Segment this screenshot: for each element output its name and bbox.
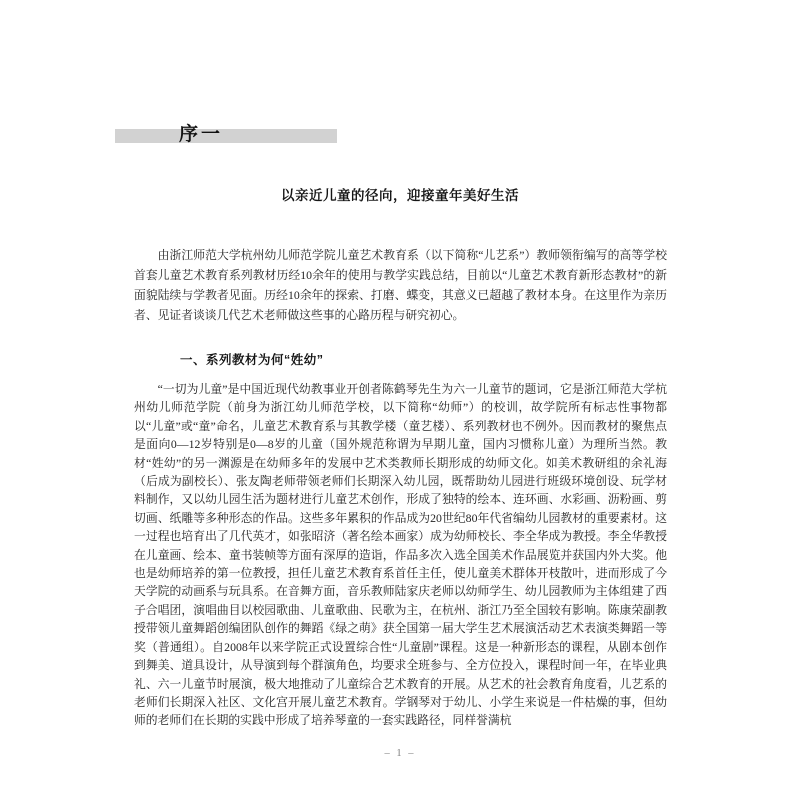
section-1-paragraph: “一切为儿童”是中国近现代幼教事业开创者陈鹤琴先生为六一儿童节的题词，它是浙江师范大学杭州幼儿师范学院（前身为浙江幼儿师范学校，以下简称“幼师”）的校训，故学院所有标志性事物都以“儿童”或“童”命名，儿童艺术教育系与其教学楼（童艺楼）、系列教材也不例外。因而教材的聚焦点是面向0—12岁特别是0—8岁的儿童（国外规范称谓为早期儿童，国内习惯称儿童）为理所当然。教材“姓幼”的另一渊源是在幼师多年的发展中艺术类教师长期形成的幼师文化。如美术教研组的余礼海（后成为副校长）、张友陶老师带领老师们长期深入幼儿园，既帮助幼儿园进行班级环境创设、玩学材料制作，又以幼儿园生活为题材进行儿童艺术创作，形成了独特的绘本、连环画、水彩画、沥粉画、剪切画、纸雕等多种形态的作品。这些多年累积的作品成为20世纪80年代省编幼儿园教材的重要素材。这一过程也培育出了几代英才，如张昭济（著名绘本画家）成为幼师校长、李全华成为教授。李全华教授在儿童画、绘本、童书装帧等方面有深厚的造诣，作品多次入选全国美术作品展览并获国内外大奖。他也是幼师培养的第一位教授，担任儿童艺术教育系首任主任，使儿童美术群体开枝散叶，进而形成了今天学院的动画系与玩具系。在音舞方面，音乐教师陆家庆老师以幼师学生、幼儿园教师为主体组建了西子合唱团，演唱曲目以校园歌曲、儿童歌曲、民歌为主，在杭州、浙江乃至全国较有影响。陈康荣副教授带领儿童舞蹈创编团队创作的舞蹈《绿之萌》获全国第一届大学生艺术展演活动艺术表演类舞蹈一等奖（普通组）。自2008年以来学院正式设置综合性“儿童剧”课程。这是一种新形态的课程，从剧本创作到舞美、道具设计，从导演到每个群演角色，均要求全班参与、全方位投入，课程时间一年，在毕业典礼、六一儿童节时展演，极大地推动了儿童综合艺术教育的开展。从艺术的社会教育角度看，儿艺系的老师们长期深入社区、文化宫开展儿童艺术教育。学钢琴对于幼儿、小学生来说是一件枯燥的事，但幼师的老师们在长期的实践中形成了培养琴童的一套实践路径，同样誉满杭 <box>134 382 667 728</box>
intro-paragraph: 由浙江师范大学杭州幼儿师范学院儿童艺术教育系（以下简称“儿艺系”）教师领衔编写的高等学校首套儿童艺术教育系列教材历经10余年的使用与教学实践总结，目前以“儿童艺术教育新形态教材”的新面貌陆续与学教者见面。历经10余年的探索、打磨、蝶变，其意义已超越了教材本身。在这里作为亲历者、见证者谈谈几代艺术老师做这些事的心路历程与研究初心。 <box>134 248 667 322</box>
section-1-heading: 一、系列教材为何“姓幼” <box>180 353 324 367</box>
document-title: 以亲近儿童的径向，迎接童年美好生活 <box>281 188 519 203</box>
preface-heading: 序一 <box>179 124 224 145</box>
page-number: – 1 – <box>384 748 416 759</box>
preface-header-bar <box>115 124 337 145</box>
